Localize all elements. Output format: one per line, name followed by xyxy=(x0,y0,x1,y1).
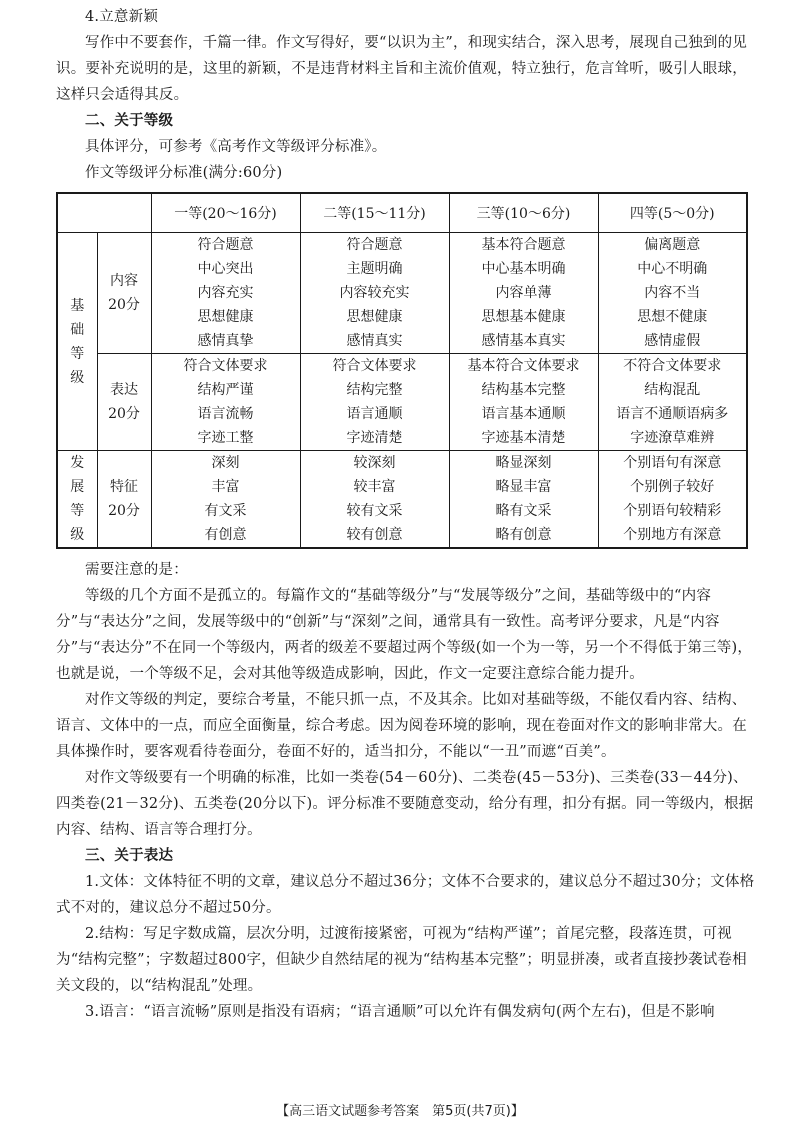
group-development-level: 发 展 等 级 xyxy=(57,451,97,549)
row-label-expression: 表达 20分 xyxy=(97,354,151,451)
section-3-heading: 三、关于表达 xyxy=(85,848,174,864)
section-4-title: 4.立意新颖 xyxy=(85,9,159,25)
table-cell: 个别语句有深意 个别例子较好 个别语句较精彩 个别地方有深意 xyxy=(598,451,747,549)
grading-table xyxy=(56,192,748,549)
table-cell: 深刻 丰富 有文采 有创意 xyxy=(151,451,300,549)
notes-paragraph-2: 对作文等级的判定，要综合考量，不能只抓一点，不及其余。比如对基础等级，不能仅看内容、结构、语言、文体中的一点，而应全面衡量，综合考虑。因为阅卷环境的影响，现在卷面对作文的影响非常大。在具体操作时，要客观看待卷面分，卷面不好的，适当扣分，不能以“一丑”而遮“百美”。 xyxy=(56,692,747,760)
table-title: 作文等级评分标准(满分:60分) xyxy=(85,165,283,181)
notes-paragraph-1: 等级的几个方面不是孤立的。每篇作文的“基础等级分”与“发展等级分”之间，基础等级中的“内容分”与“表达分”之间，发展等级中的“创新”与“深刻”之间，通常具有一致性。高考评分要求，凡是“内容分”与“表达分”不在同一个等级内，两者的级差不要超过两个等级(如一个为一等，另一个不得低于第三等)，也就是说，一个等级不足，会对其他等级造成影响，因此，作文一定要注意综合能力提升。 xyxy=(56,588,753,682)
section-3-paragraph-1: 1.文体：文体特征不明的文章，建议总分不超过36分；文体不合要求的，建议总分不超过30分；文体格式不对的，建议总分不超过50分。 xyxy=(56,874,755,916)
table-row-content xyxy=(57,233,747,354)
notes-lead: 需要注意的是： xyxy=(85,562,188,578)
table-cell: 基本符合文体要求 结构基本完整 语言基本通顺 字迹基本清楚 xyxy=(449,354,598,451)
header-grade-3: 三等(10～6分) xyxy=(449,193,598,233)
row-label-feature: 特征 20分 xyxy=(97,451,151,549)
header-grade-1: 一等(20～16分) xyxy=(151,193,300,233)
table-cell: 略显深刻 略显丰富 略有文采 略有创意 xyxy=(449,451,598,549)
table-cell: 较深刻 较丰富 较有文采 较有创意 xyxy=(300,451,449,549)
table-cell: 不符合文体要求 结构混乱 语言不通顺语病多 字迹潦草难辨 xyxy=(598,354,747,451)
table-cell: 符合题意 中心突出 内容充实 思想健康 感情真挚 xyxy=(151,233,300,354)
section-2-heading: 二、关于等级 xyxy=(85,113,174,129)
table-row-expression xyxy=(57,354,747,451)
table-header-row xyxy=(57,193,747,233)
group-basic-level: 基 础 等 级 xyxy=(57,233,97,451)
section-3-paragraph-3: 3.语言：“语言流畅”原则是指没有语病；“语言通顺”可以允许有偶发病句(两个左右)，但是不影响 xyxy=(85,1004,715,1020)
table-cell: 符合文体要求 结构严谨 语言流畅 字迹工整 xyxy=(151,354,300,451)
table-cell: 符合题意 主题明确 内容较充实 思想健康 感情真实 xyxy=(300,233,449,354)
table-cell: 基本符合题意 中心基本明确 内容单薄 思想基本健康 感情基本真实 xyxy=(449,233,598,354)
table-cell: 偏离题意 中心不明确 内容不当 思想不健康 感情虚假 xyxy=(598,233,747,354)
section-2-intro: 具体评分，可参考《高考作文等级评分标准》。 xyxy=(85,139,387,155)
table-row-feature xyxy=(57,451,747,549)
row-label-content: 内容 20分 xyxy=(97,233,151,354)
header-grade-2: 二等(15～11分) xyxy=(300,193,449,233)
page-footer: 【高三语文试题参考答案 第5页(共7页)】 xyxy=(276,1104,524,1119)
notes-paragraph-3: 对作文等级要有一个明确的标准，比如一类卷(54－60分)、二类卷(45－53分)、三类卷(33－44分)、四类卷(21－32分)、五类卷(20分以下)。评分标准不要随意变动，给分有理，扣分有据。同一等级内，根据内容、结构、语言等合理打分。 xyxy=(56,770,754,838)
section-4-paragraph: 写作中不要套作，千篇一律。作文写得好，要“以识为主”，和现实结合，深入思考，展现自己独到的见识。要补充说明的是，这里的新颖，不是违背材料主旨和主流价值观，特立独行，危言耸听，吸引人眼球，这样只会适得其反。 xyxy=(56,35,748,103)
table-corner-cell xyxy=(57,193,151,233)
header-grade-4: 四等(5～0分) xyxy=(598,193,747,233)
table-cell: 符合文体要求 结构完整 语言通顺 字迹清楚 xyxy=(300,354,449,451)
section-3-paragraph-2: 2.结构：写足字数成篇，层次分明，过渡衔接紧密，可视为“结构严谨”；首尾完整，段落连贯，可视为“结构完整”；字数超过800字，但缺少自然结尾的视为“结构基本完整”；明显拼凑，或者直接抄袭试卷相关文段的，以“结构混乱”处理。 xyxy=(56,926,747,994)
